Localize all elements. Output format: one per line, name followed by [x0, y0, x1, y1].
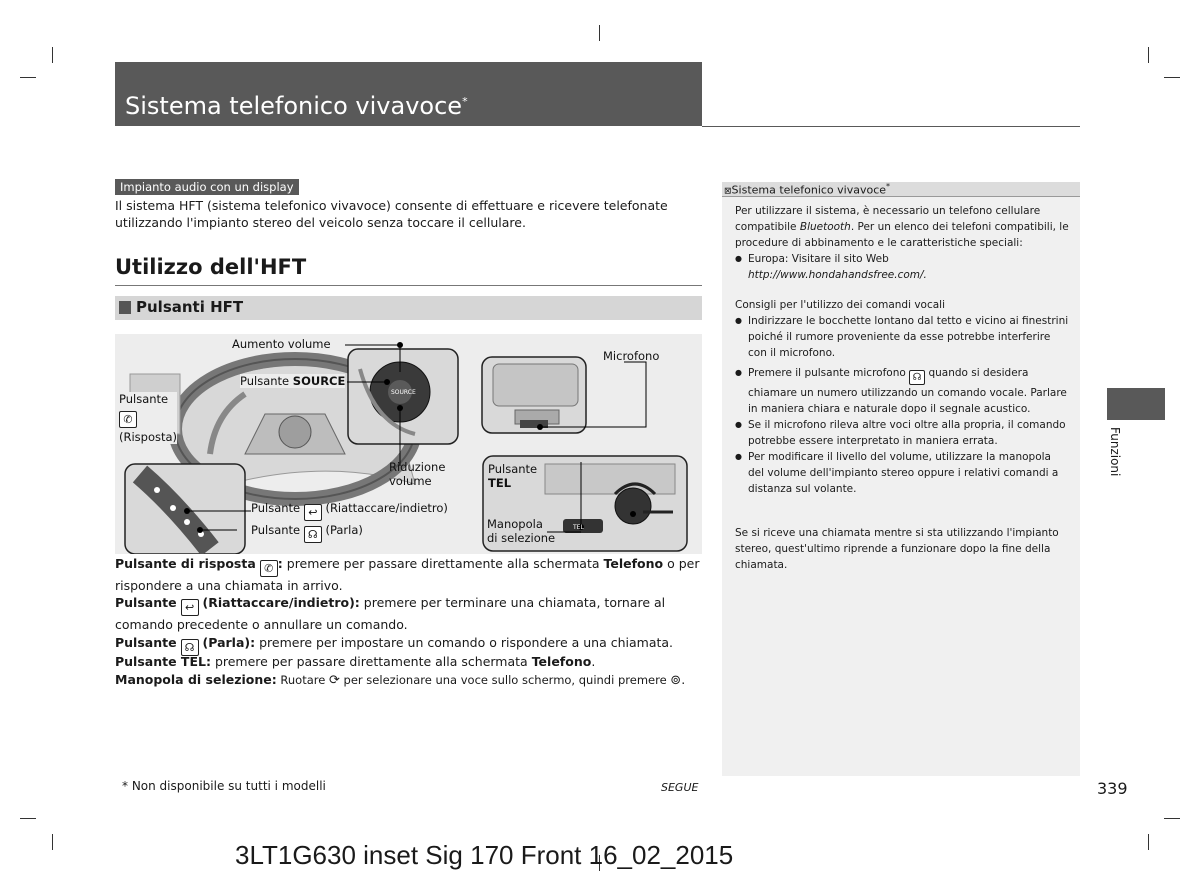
sidebar-bullet-europa: ● Europa: Visitare il sito Web http://www.hondahandsfree.com/. [735, 251, 1070, 283]
section-rule [115, 285, 702, 286]
talk-icon: ☊ [181, 639, 199, 656]
subsection-title: Pulsanti HFT [136, 298, 244, 316]
tel-button-text: TEL [573, 524, 584, 531]
desc-tel: Pulsante TEL: premere per passare direttamente alla schermata Telefono. [115, 654, 596, 669]
hang-up-icon: ↩ [304, 504, 322, 521]
sidebar-header: ⊠Sistema telefonico vivavoce* [722, 182, 1080, 197]
audio-display-tag: Impianto audio con un display [115, 179, 299, 195]
crop-mark [1164, 818, 1180, 819]
label-manopola: Manopola di selezione [487, 517, 556, 545]
talk-icon: ☊ [304, 526, 322, 543]
sidebar-bullet-3: ● Se il microfono rileva altre voci oltre alla propria, il comando potrebbe essere interpretato in maniera errata. [735, 417, 1070, 449]
subsection-bar [115, 296, 702, 320]
talk-icon: ☊ [909, 370, 925, 385]
press-knob-icon: ⊚ [670, 673, 682, 688]
label-pulsante-source: Pulsante SOURCE [240, 374, 346, 388]
sidebar-consigli: Consigli per l'utilizzo dei comandi vocali ● Indirizzare le bocchette lontano dal tetto e vicino ai finestrini poiché il rumore proveniente da esse potrebbe interferire con il microfono. ● Premere il pulsante microfono ☊ quando si desidera chiamare un numero utilizzando un comando vocale. Parlare in maniera chiara e naturale dopo il segnale acustico. ● Se il microfono rileva altre voci oltre alla propria, il comando potrebbe essere interpretato in maniera errata. ● Per modificare il livello del volume, utilizzare la manopola del volume dell'impianto stereo oppure i relativi comandi a distanza sul volante. [735, 297, 1070, 497]
chevron-right-icon: ⊠ [724, 186, 732, 197]
segue-label: SEGUE [661, 781, 699, 794]
sidebar-bullet-2: ● Premere il pulsante microfono ☊ quando si desidera chiamare un numero utilizzando un comando vocale. Parlare in maniera chiara e naturale dopo il segnale acustico. [735, 365, 1070, 417]
sidebar-bullet-4: ● Per modificare il livello del volume, utilizzare la manopola del volume dell'impianto stereo oppure i relativi comandi a distanza sul volante. [735, 449, 1070, 497]
knob-source-text: SOURCE [391, 389, 416, 396]
desc-manopola: Manopola di selezione: Ruotare ⟳ per selezionare una voce sullo schermo, quindi premere ⊚. [115, 672, 686, 688]
label-pulsante-tel: Pulsante TEL [488, 462, 538, 490]
hft-figure [115, 334, 702, 554]
rotate-knob-icon: ⟳ [328, 673, 340, 688]
page-number: 339 [1097, 779, 1128, 798]
desc-risposta: Pulsante di risposta ✆ : premere per passare direttamente alla schermata Telefono o per rispondere a una chiamata in arrivo. [115, 556, 700, 593]
intro-paragraph: Il sistema HFT (sistema telefonico vivavoce) consente di effettuare e ricevere telefonate utilizzando l'impianto stereo del veicolo senza toccare il cellulare. [115, 198, 668, 230]
desc-parla: Pulsante ☊ (Parla): premere per impostare un comando o rispondere a una chiamata. [115, 635, 674, 654]
crop-mark [20, 818, 36, 819]
page-title-bar [115, 62, 702, 126]
label-riduzione-volume: Riduzione volume [389, 460, 446, 488]
label-parla: Pulsante ☊ (Parla) [251, 523, 363, 541]
desc-riattaccare: Pulsante ↩ (Riattaccare/indietro): premere per terminare una chiamata, tornare al comando precedente o annullare un comando. [115, 595, 666, 632]
label-pulsante-risposta: Pulsante ✆ (Risposta) [119, 392, 178, 444]
crop-mark [1148, 834, 1149, 850]
crop-mark [52, 47, 53, 63]
crop-mark [52, 834, 53, 850]
sidebar-para-end: Se si riceve una chiamata mentre si sta utilizzando l'impianto stereo, quest'ultimo riprende a funzionare dopo la fine della chiamata. [735, 527, 1059, 571]
phone-icon: ✆ [119, 411, 137, 428]
section-tab [1107, 388, 1165, 420]
print-slug: 3LT1G630 inset Sig 170 Front 16_02_2015 [235, 840, 734, 870]
sidebar-para-1: Per utilizzare il sistema, è necessario un telefono cellulare compatibile Bluetooth. Per un elenco dei telefoni compatibili, le procedure di abbinamento e le caratteristiche speciali: ● Europa: Visitare il sito Web http://www.hondahandsfree.com/. [735, 203, 1070, 283]
footnote: * Non disponibile su tutti i modelli [122, 779, 326, 793]
hang-up-icon: ↩ [181, 599, 199, 616]
title-rule [702, 126, 1080, 127]
section-tab-label: Funzioni [1108, 427, 1122, 477]
section-title: Utilizzo dell'HFT [115, 255, 307, 279]
phone-icon: ✆ [260, 560, 278, 577]
label-aumento-volume: Aumento volume [232, 337, 331, 351]
subsection-square-icon [119, 301, 131, 314]
crop-mark [599, 25, 600, 41]
steering-wheel-illustration [115, 334, 702, 554]
sidebar-bullet-1: ● Indirizzare le bocchette lontano dal tetto e vicino ai finestrini poiché il rumore proveniente da esse potrebbe interferire con il microfono. [735, 313, 1070, 361]
page-title: Sistema telefonico vivavoce* [125, 92, 468, 120]
crop-mark [1164, 77, 1180, 78]
crop-mark [1148, 47, 1149, 63]
label-microfono: Microfono [603, 349, 660, 363]
crop-mark [20, 77, 36, 78]
label-riattaccare: Pulsante ↩ (Riattaccare/indietro) [251, 501, 448, 519]
